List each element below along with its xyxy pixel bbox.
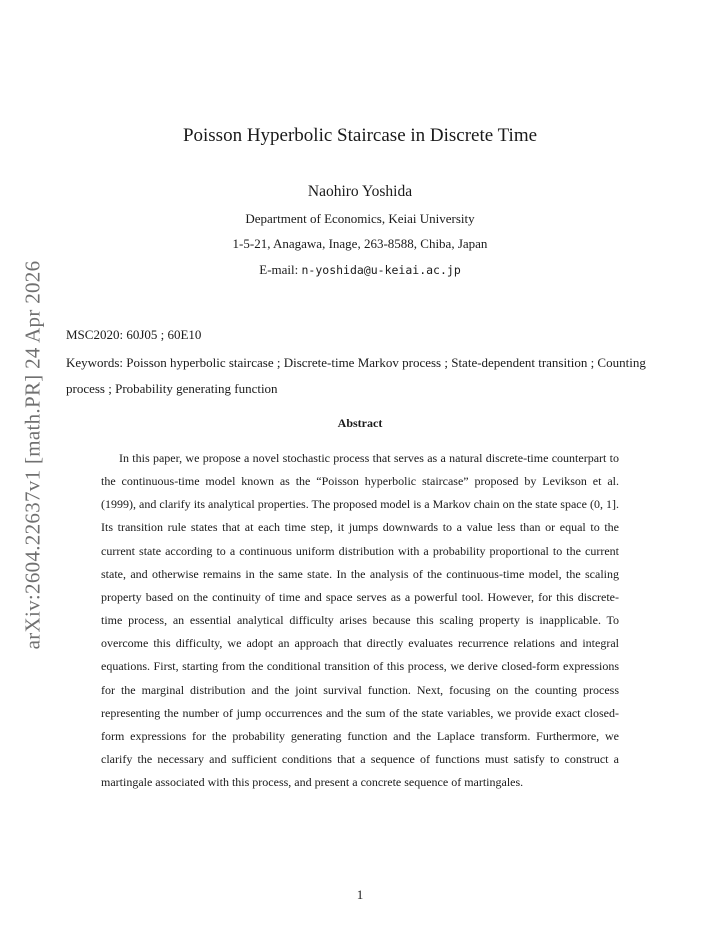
abstract-heading: Abstract — [337, 416, 383, 430]
author-affiliation: Department of Economics, Keiai University — [245, 211, 475, 226]
author-address: 1-5-21, Anagawa, Inage, 263-8588, Chiba, Japan — [232, 236, 488, 251]
abstract-body: In this paper, we propose a novel stochastic process that serves as a natural discrete-time counterpart to the continuous-time model known as the “Poisson hyperbolic staircase” proposed by Levikson et al. (1999), and clarify its analytical properties. The proposed model is a Markov chain on the state space (0, 1]. Its transition rule states that at each time step, it jumps downwards to a value less than or equal to the current state according to a continuous uniform distribution with a probability proportional to the current state, and otherwise remains in the same state. In the analysis of the continuous-time model, the scaling property based on the continuity of time and space serves as a powerful tool. However, for this discrete-time process, an essential analytical difficulty arises because this scaling property is inapplicable. To overcome this difficulty, we adopt an approach that directly evaluates recurrence relations and integral equations. First, starting from the conditional transition of this process, we derive closed-form expressions for the marginal distribution and the joint survival function. Next, focusing on the counting process representing the number of jump occurrences and the sum of the state variables, we provide exact closed-form expressions for the probability generating function and the Laplace transform. Furthermore, we clarify the necessary and sufficient conditions that a sequence of functions must satisfy to construct a martingale associated with this process, and present a concrete sequence of martingales. — [101, 451, 619, 790]
email-label: E-mail: — [259, 262, 299, 277]
page-number: 1 — [356, 887, 364, 902]
arxiv-identifier: arXiv:2604.22637v1 [math.PR] 24 Apr 2026 — [20, 260, 45, 650]
msc-classification: MSC2020: 60J05 ; 60E10 — [66, 327, 202, 342]
author-name: Naohiro Yoshida — [307, 183, 413, 200]
keywords: Keywords: Poisson hyperbolic staircase ; Discrete-time Markov process ; State-dependent transition ; Counting process ; Probability generating function — [66, 355, 646, 396]
author-email-line — [0, 262, 720, 278]
email-address: n-yoshida@u-keiai.ac.jp — [301, 263, 461, 277]
paper-title: Poisson Hyperbolic Staircase in Discrete Time — [182, 125, 538, 146]
